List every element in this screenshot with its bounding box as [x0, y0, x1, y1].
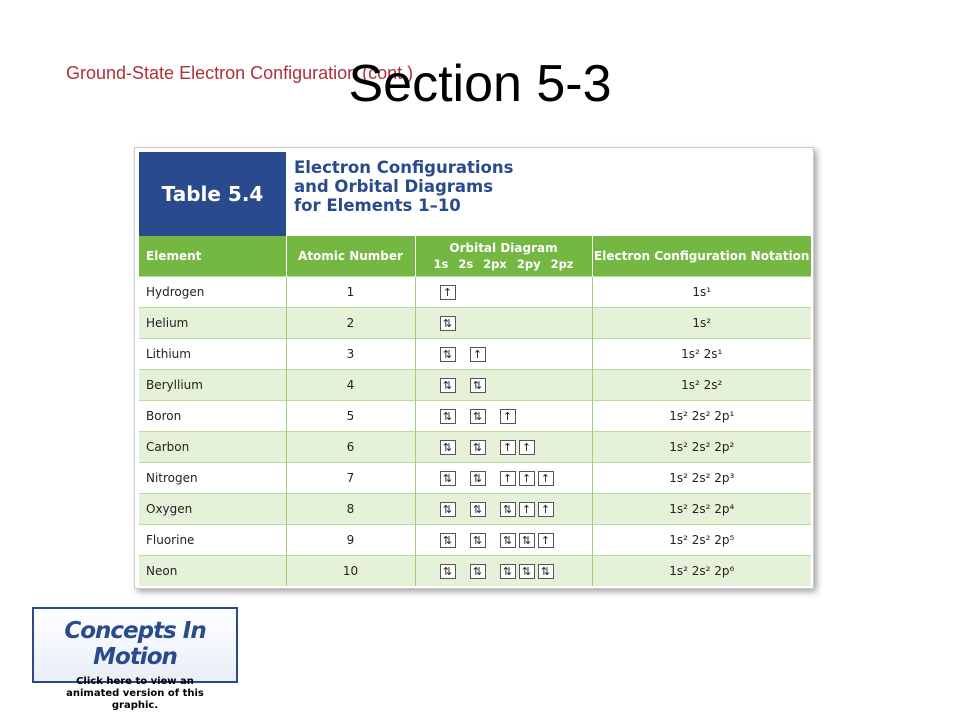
cell-orbital-diagram — [415, 339, 592, 370]
cell-configuration: 1s¹ — [592, 277, 811, 308]
orbital-boxes — [416, 378, 592, 393]
cell-element: Fluorine — [139, 525, 286, 556]
header-orbital-label: Orbital Diagram — [449, 241, 558, 255]
cell-atomic-number: 10 — [286, 556, 415, 587]
electron-config-table — [134, 147, 814, 589]
cell-atomic-number: 9 — [286, 525, 415, 556]
table-title-line: and Orbital Diagrams — [294, 177, 494, 196]
orbital-box: ⇅ — [440, 440, 456, 455]
cell-atomic-number: 6 — [286, 432, 415, 463]
cell-orbital-diagram — [415, 432, 592, 463]
slide-subtitle: Ground-State Electron Configuration (cont.) — [66, 63, 414, 83]
cell-orbital-diagram — [415, 556, 592, 587]
orbital-boxes — [416, 502, 592, 517]
cell-atomic-number: 7 — [286, 463, 415, 494]
orbital-boxes — [416, 285, 592, 300]
cell-element: Boron — [139, 401, 286, 432]
cell-configuration: 1s² 2s² 2p³ — [592, 463, 811, 494]
orbital-box: ⇅ — [440, 378, 456, 393]
concepts-in-motion-button[interactable] — [32, 607, 238, 711]
orbital-box: ⇅ — [440, 471, 456, 486]
cell-atomic-number: 2 — [286, 308, 415, 339]
data-table — [139, 236, 811, 586]
cell-element: Carbon — [139, 432, 286, 463]
orbital-box: ↑ — [440, 285, 456, 300]
table-row — [139, 401, 811, 432]
cell-element: Hydrogen — [139, 277, 286, 308]
concepts-in-motion-caption: Click here to view an animated version of this graphic. — [66, 676, 204, 711]
table-row — [139, 308, 811, 339]
table-row — [139, 432, 811, 463]
cell-orbital-diagram — [415, 370, 592, 401]
cell-configuration: 1s² 2s¹ — [592, 339, 811, 370]
orbital-box: ↑ — [500, 440, 516, 455]
header-notation: Electron Configuration Notation — [592, 236, 811, 277]
cell-atomic-number: 5 — [286, 401, 415, 432]
cell-configuration: 1s² 2s² 2p⁴ — [592, 494, 811, 525]
table-row — [139, 339, 811, 370]
orbital-box: ⇅ — [470, 471, 486, 486]
cell-element: Neon — [139, 556, 286, 587]
orbital-box: ↑ — [470, 347, 486, 362]
cell-configuration: 1s² 2s² 2p¹ — [592, 401, 811, 432]
orbital-box: ⇅ — [440, 502, 456, 517]
cell-configuration: 1s² 2s² 2p⁶ — [592, 556, 811, 587]
cell-element: Helium — [139, 308, 286, 339]
orbital-box: ↑ — [519, 440, 535, 455]
orbital-boxes — [416, 564, 592, 579]
cell-orbital-diagram — [415, 525, 592, 556]
orbital-box: ⇅ — [500, 502, 516, 517]
table-row — [139, 556, 811, 587]
cell-atomic-number: 3 — [286, 339, 415, 370]
cell-orbital-diagram — [415, 277, 592, 308]
orbital-boxes — [416, 471, 592, 486]
orbital-box: ⇅ — [500, 564, 516, 579]
orbital-box: ↑ — [519, 471, 535, 486]
orbital-box: ↑ — [500, 409, 516, 424]
orbital-box: ⇅ — [440, 347, 456, 362]
orbital-box: ↑ — [538, 502, 554, 517]
orbital-box: ⇅ — [440, 564, 456, 579]
orbital-box: ⇅ — [519, 564, 535, 579]
orbital-box: ↑ — [500, 471, 516, 486]
orbital-box: ⇅ — [470, 502, 486, 517]
cell-element: Lithium — [139, 339, 286, 370]
orbital-box: ⇅ — [440, 316, 456, 331]
orbital-box: ⇅ — [470, 440, 486, 455]
table-row — [139, 525, 811, 556]
cell-element: Nitrogen — [139, 463, 286, 494]
table-title — [286, 148, 813, 236]
orbital-boxes — [416, 440, 592, 455]
cell-configuration: 1s² 2s² 2p⁵ — [592, 525, 811, 556]
table-title-line: Electron Configurations — [294, 158, 514, 177]
concepts-in-motion-logo: Concepts In Motion — [64, 618, 206, 670]
cell-configuration: 1s² 2s² — [592, 370, 811, 401]
header-orbital-diagram — [415, 236, 592, 277]
cell-element: Oxygen — [139, 494, 286, 525]
orbital-box: ⇅ — [538, 564, 554, 579]
cell-element: Beryllium — [139, 370, 286, 401]
orbital-box: ⇅ — [470, 533, 486, 548]
orbital-boxes — [416, 533, 592, 548]
cell-orbital-diagram — [415, 401, 592, 432]
cell-atomic-number: 8 — [286, 494, 415, 525]
orbital-boxes — [416, 347, 592, 362]
table-number: Table 5.4 — [139, 152, 286, 236]
table-row — [139, 463, 811, 494]
cell-orbital-diagram — [415, 308, 592, 339]
table-header-row — [139, 236, 811, 277]
cell-orbital-diagram — [415, 494, 592, 525]
table-title-line: for Elements 1–10 — [294, 196, 461, 215]
header-element: Element — [139, 236, 286, 277]
cell-configuration: 1s² 2s² 2p² — [592, 432, 811, 463]
orbital-boxes — [416, 409, 592, 424]
cell-atomic-number: 1 — [286, 277, 415, 308]
orbital-box: ↑ — [519, 502, 535, 517]
cell-atomic-number: 4 — [286, 370, 415, 401]
table-row — [139, 277, 811, 308]
cell-orbital-diagram — [415, 463, 592, 494]
orbital-box: ↑ — [538, 471, 554, 486]
orbital-box: ⇅ — [470, 409, 486, 424]
orbital-box: ⇅ — [470, 564, 486, 579]
header-orbital-sublabels: 1s 2s 2px 2py 2pz — [433, 257, 574, 271]
orbital-box: ⇅ — [500, 533, 516, 548]
header-atomic-number: Atomic Number — [286, 236, 415, 277]
table-row — [139, 494, 811, 525]
orbital-box: ⇅ — [440, 533, 456, 548]
cell-configuration: 1s² — [592, 308, 811, 339]
orbital-boxes — [416, 316, 592, 331]
section-title: Section 5-3 — [348, 55, 612, 113]
table-title-row — [135, 148, 813, 236]
orbital-box: ⇅ — [519, 533, 535, 548]
orbital-box: ⇅ — [470, 378, 486, 393]
orbital-box: ↑ — [538, 533, 554, 548]
table-row — [139, 370, 811, 401]
orbital-box: ⇅ — [440, 409, 456, 424]
